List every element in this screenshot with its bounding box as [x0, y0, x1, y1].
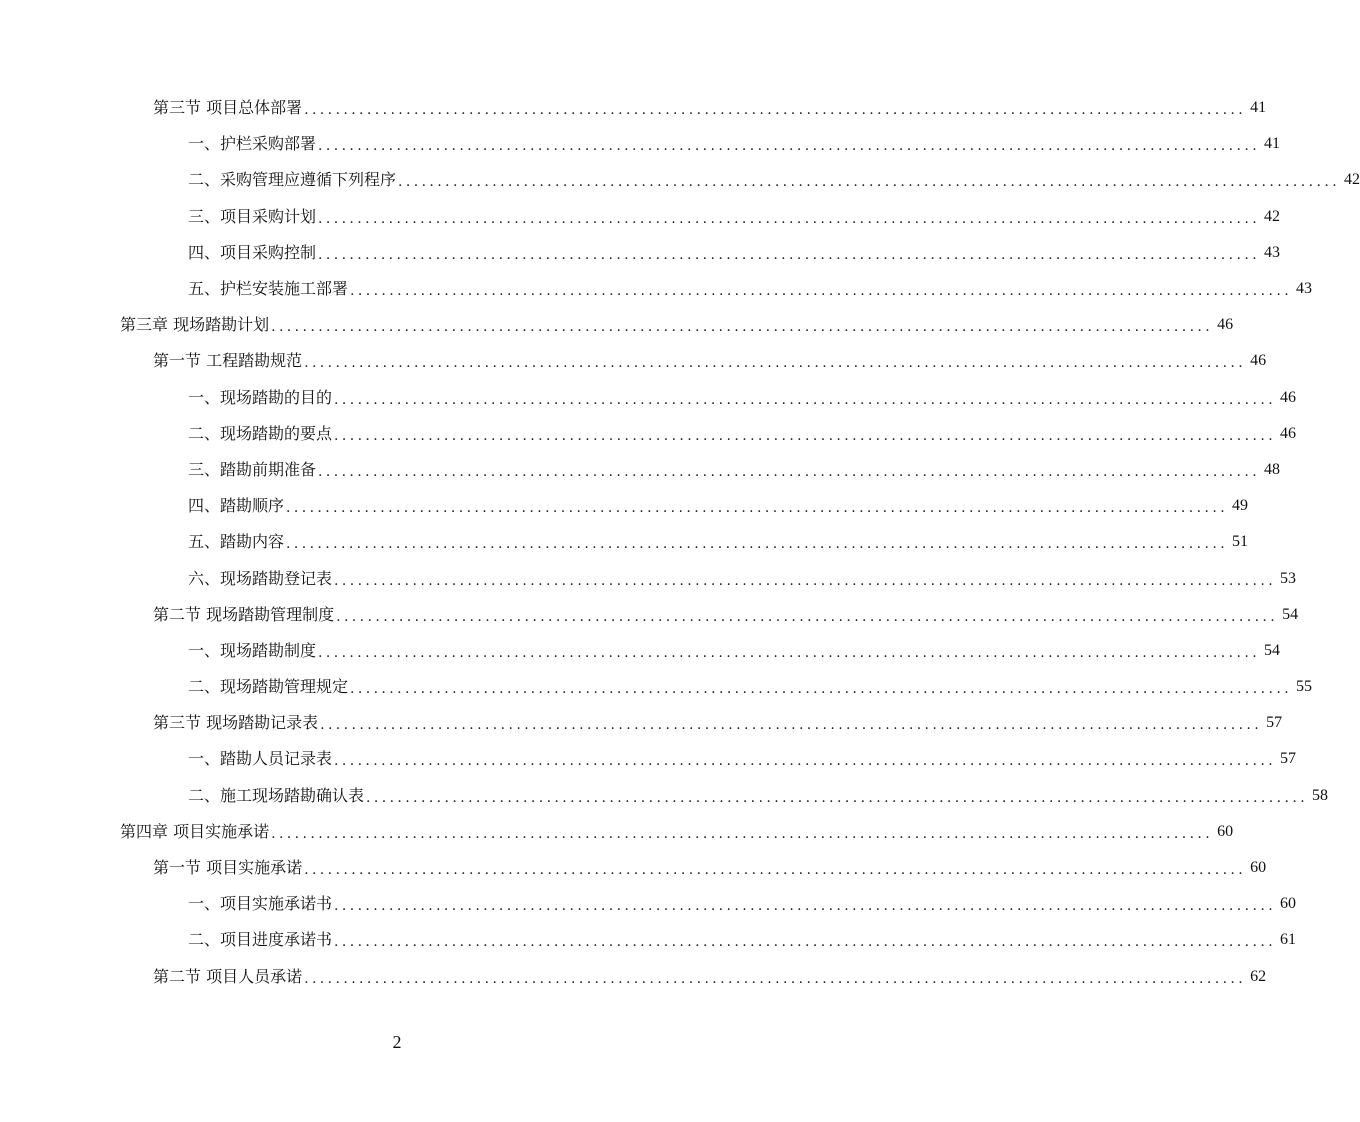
toc-leader-dots: ........................................................................................................................ [318, 210, 1261, 227]
toc-entry-page: 41 [1250, 99, 1267, 117]
toc-entry[interactable] [0, 271, 1313, 307]
toc-entry-title: 第二节 项目人员承诺 [153, 966, 303, 986]
toc-entry-page: 57 [1266, 714, 1283, 732]
toc-entry-title: 三、踏勘前期准备 [188, 459, 317, 479]
toc-leader-dots: ........................................................................................................................ [318, 644, 1261, 661]
toc-entry-title: 一、现场踏勘制度 [188, 640, 317, 660]
toc-entry[interactable] [0, 597, 1299, 633]
toc-leader-dots: ........................................................................................................................ [350, 283, 1293, 300]
toc-entry-title: 五、护栏安装施工部署 [188, 279, 349, 299]
toc-leader-dots: ........................................................................................................................ [304, 355, 1247, 372]
toc-entry-title: 一、踏勘人员记录表 [188, 749, 333, 769]
toc-entry-page: 46 [1250, 352, 1267, 370]
toc-leader-dots: ........................................................................................................................ [286, 500, 1229, 517]
toc-leader-dots: ........................................................................................................................ [398, 174, 1341, 191]
toc-entry-title: 第二节 现场踏勘管理制度 [153, 604, 335, 624]
toc-entry-title: 一、项目实施承诺书 [188, 894, 333, 914]
toc-entry-page: 51 [1232, 533, 1249, 551]
toc-entry[interactable] [0, 307, 1234, 343]
toc-entry-page: 41 [1264, 135, 1281, 153]
toc-entry-page: 42 [1344, 171, 1360, 189]
toc-entry-title: 第三章 现场踏勘计划 [120, 315, 270, 335]
toc-entry-page: 48 [1264, 460, 1281, 478]
toc-entry[interactable] [0, 959, 1267, 995]
toc-entry-page: 60 [1280, 895, 1297, 913]
toc-leader-dots: ........................................................................................................................ [334, 572, 1277, 589]
toc-entry[interactable] [0, 633, 1281, 669]
toc-leader-dots: ........................................................................................................................ [304, 970, 1247, 987]
toc-entry-title: 第三节 项目总体部署 [153, 98, 303, 118]
toc-entry-title: 四、项目采购控制 [188, 242, 317, 262]
toc-entry[interactable] [0, 126, 1281, 162]
toc-leader-dots: ........................................................................................................................ [366, 789, 1309, 806]
toc-leader-dots: ........................................................................................................................ [304, 862, 1247, 879]
toc-entry-title: 一、护栏采购部署 [188, 134, 317, 154]
toc-leader-dots: ........................................................................................................................ [271, 825, 1214, 842]
page-number: 2 [392, 1032, 402, 1052]
toc-leader-dots: ........................................................................................................................ [336, 608, 1279, 625]
toc-entry-page: 42 [1264, 207, 1281, 225]
toc-entry-page: 57 [1280, 750, 1297, 768]
toc-entry-page: 46 [1280, 424, 1297, 442]
toc-entry[interactable] [0, 560, 1297, 596]
toc-leader-dots: ........................................................................................................................ [334, 427, 1277, 444]
toc-entry[interactable] [0, 235, 1281, 271]
toc-entry[interactable] [0, 705, 1283, 741]
toc-entry-title: 二、现场踏勘的要点 [188, 423, 333, 443]
toc-entry-page: 61 [1280, 931, 1297, 949]
toc-entry[interactable] [0, 199, 1281, 235]
toc-entry-title: 第一节 工程踏勘规范 [153, 351, 303, 371]
toc-entry[interactable] [0, 416, 1297, 452]
toc-leader-dots: ........................................................................................................................ [350, 681, 1293, 698]
toc-entry-page: 43 [1264, 243, 1281, 261]
toc-entry[interactable] [0, 886, 1297, 922]
toc-entry[interactable] [0, 90, 1267, 126]
toc-entry-title: 第三节 现场踏勘记录表 [153, 713, 319, 733]
toc-entry[interactable] [0, 922, 1297, 958]
toc-entry[interactable] [0, 778, 1329, 814]
toc-entry-page: 55 [1296, 678, 1313, 696]
toc-entry-page: 58 [1312, 786, 1329, 804]
toc-entry[interactable] [0, 524, 1249, 560]
toc-entry-title: 第四章 项目实施承诺 [120, 821, 270, 841]
toc-entry-title: 二、施工现场踏勘确认表 [188, 785, 365, 805]
toc-entry-title: 五、踏勘内容 [188, 532, 285, 552]
toc-entry-title: 四、踏勘顺序 [188, 496, 285, 516]
table-of-contents [0, 90, 1360, 995]
toc-entry-title: 二、采购管理应遵循下列程序 [188, 170, 397, 190]
toc-entry-page: 60 [1217, 822, 1234, 840]
toc-entry-page: 60 [1250, 859, 1267, 877]
toc-entry-title: 二、项目进度承诺书 [188, 930, 333, 950]
toc-leader-dots: ........................................................................................................................ [318, 463, 1261, 480]
toc-entry-title: 二、现场踏勘管理规定 [188, 677, 349, 697]
toc-leader-dots: ........................................................................................................................ [271, 319, 1214, 336]
toc-entry-page: 54 [1264, 641, 1281, 659]
toc-entry[interactable] [0, 162, 1360, 198]
toc-entry[interactable] [0, 380, 1297, 416]
toc-entry-title: 一、现场踏勘的目的 [188, 387, 333, 407]
toc-leader-dots: ........................................................................................................................ [304, 102, 1247, 119]
toc-entry-page: 53 [1280, 569, 1297, 587]
toc-entry[interactable] [0, 741, 1297, 777]
toc-leader-dots: ........................................................................................................................ [320, 717, 1263, 734]
toc-entry-title: 三、项目采购计划 [188, 206, 317, 226]
toc-entry-title: 六、现场踏勘登记表 [188, 568, 333, 588]
toc-leader-dots: ........................................................................................................................ [334, 391, 1277, 408]
toc-leader-dots: ........................................................................................................................ [286, 536, 1229, 553]
toc-entry[interactable] [0, 814, 1234, 850]
toc-leader-dots: ........................................................................................................................ [334, 753, 1277, 770]
toc-entry-page: 43 [1296, 280, 1313, 298]
toc-entry-page: 49 [1232, 497, 1249, 515]
toc-entry-page: 46 [1280, 388, 1297, 406]
toc-leader-dots: ........................................................................................................................ [334, 934, 1277, 951]
toc-entry[interactable] [0, 488, 1249, 524]
toc-entry[interactable] [0, 850, 1267, 886]
toc-entry-title: 第一节 项目实施承诺 [153, 858, 303, 878]
toc-entry[interactable] [0, 669, 1313, 705]
toc-entry-page: 62 [1250, 967, 1267, 985]
toc-leader-dots: ........................................................................................................................ [318, 246, 1261, 263]
toc-entry-page: 46 [1217, 316, 1234, 334]
toc-entry[interactable] [0, 343, 1267, 379]
toc-entry-page: 54 [1282, 605, 1299, 623]
toc-leader-dots: ........................................................................................................................ [318, 138, 1261, 155]
toc-entry[interactable] [0, 452, 1281, 488]
toc-leader-dots: ........................................................................................................................ [334, 898, 1277, 915]
